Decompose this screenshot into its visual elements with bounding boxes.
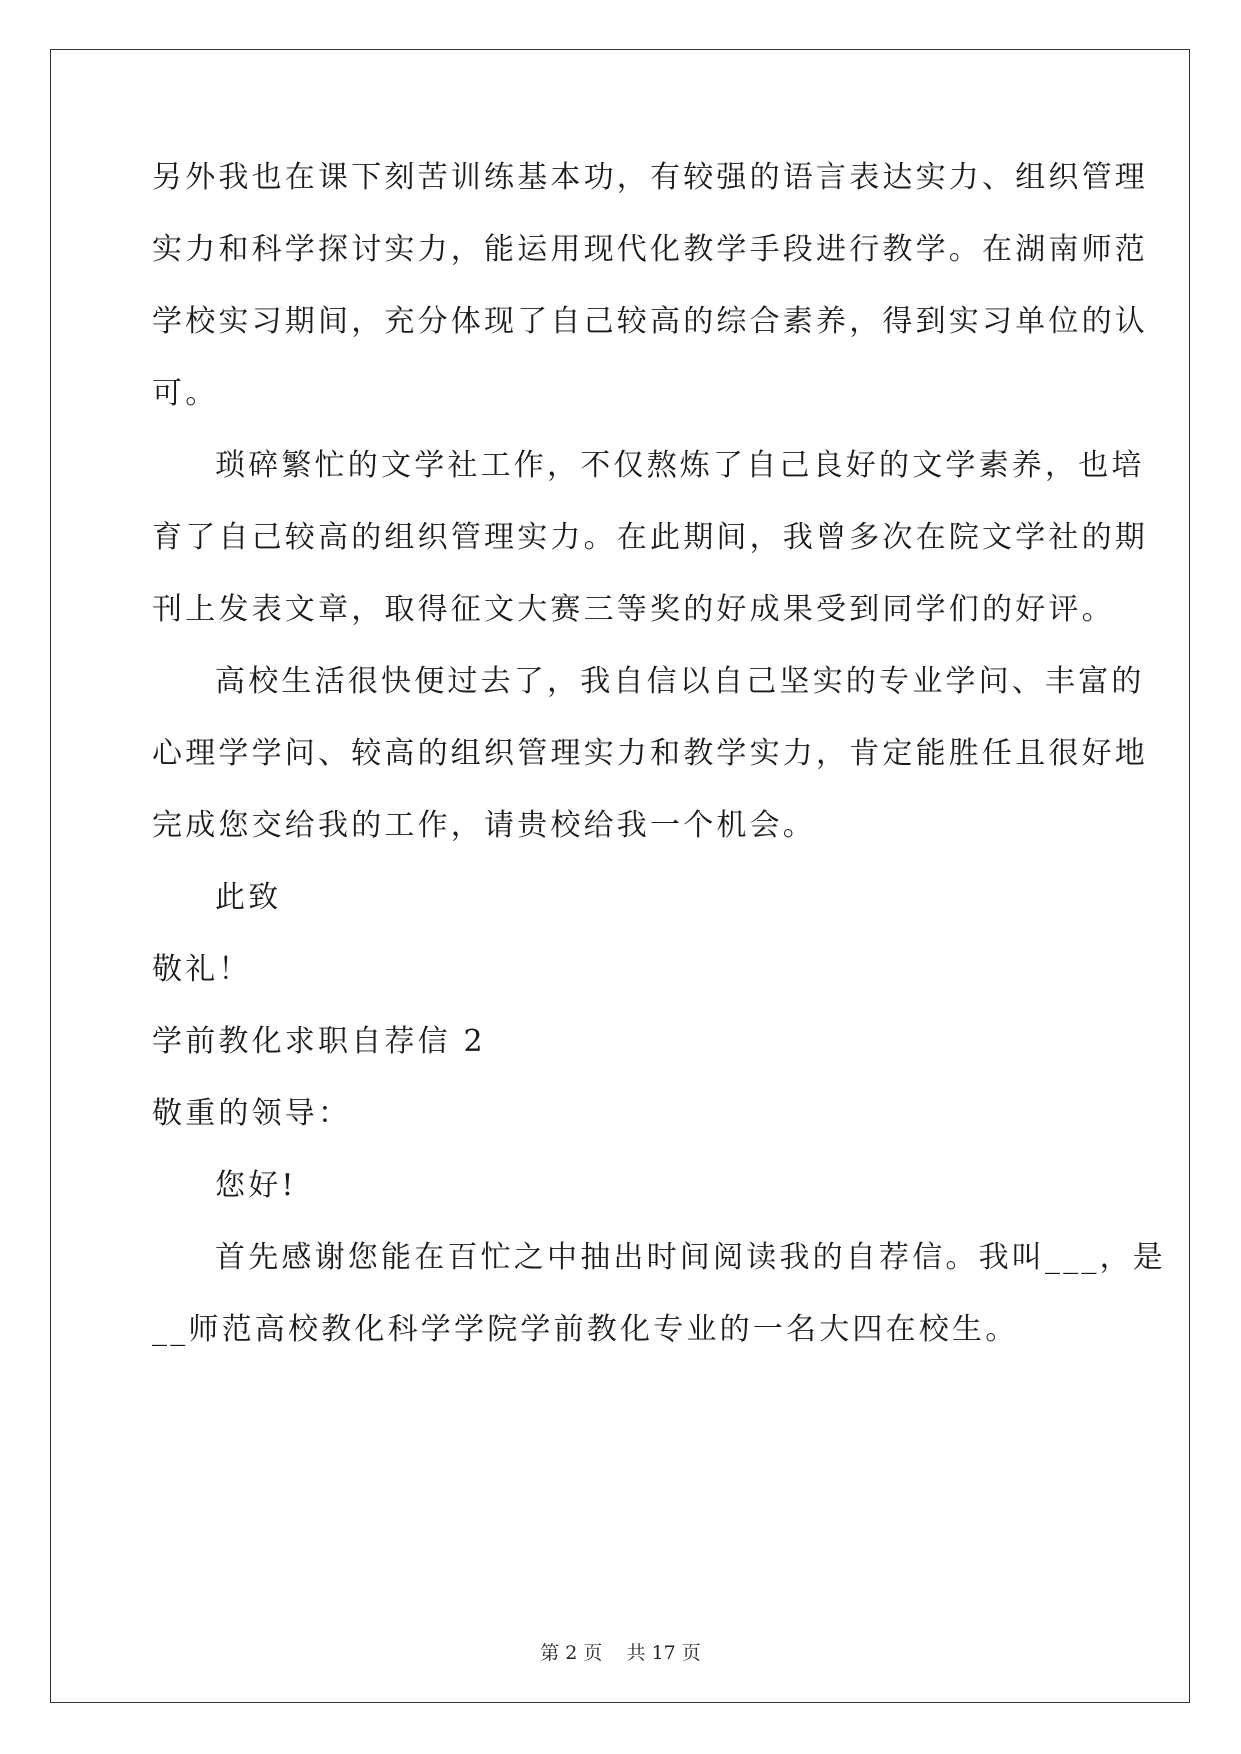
- paragraph-line: 学校实习期间，充分体现了自己较高的综合素养，得到实习单位的认: [152, 304, 1148, 339]
- paragraph-line: __师范高校教化科学学院学前教化专业的一名大四在校生。: [152, 1312, 1019, 1347]
- page-number: 第 2 页: [540, 1642, 603, 1664]
- paragraph-line: 实力和科学探讨实力，能运用现代化教学手段进行教学。在湖南师范: [152, 232, 1148, 267]
- paragraph-line: 可。: [152, 376, 219, 411]
- page-border: [50, 49, 1190, 1703]
- paragraph-line: 刊上发表文章，取得征文大赛三等奖的好成果受到同学们的好评。: [152, 592, 1115, 627]
- paragraph-line: 高校生活很快便过去了，我自信以自己坚实的专业学问、丰富的: [215, 664, 1145, 699]
- section-heading: 学前教化求职自荐信 2: [152, 1024, 486, 1059]
- paragraph-line: 首先感谢您能在百忙之中抽出时间阅读我的自荐信。我叫___，是: [215, 1240, 1166, 1275]
- paragraph-line: 育了自己较高的组织管理实力。在此期间，我曾多次在院文学社的期: [152, 520, 1148, 555]
- paragraph-line: 琐碎繁忙的文学社工作，不仅熬炼了自己良好的文学素养，也培: [215, 448, 1145, 483]
- salutation-line: 敬礼！: [152, 952, 252, 987]
- total-pages: 共 17 页: [626, 1642, 701, 1664]
- greeting-line: 您好!: [215, 1168, 297, 1203]
- paragraph-line: 心理学学问、较高的组织管理实力和教学实力，肯定能胜任且很好地: [152, 736, 1148, 771]
- paragraph-line: 另外我也在课下刻苦训练基本功，有较强的语言表达实力、组织管理: [152, 160, 1148, 195]
- greeting-line: 敬重的领导：: [152, 1096, 352, 1131]
- paragraph-line: 完成您交给我的工作，请贵校给我一个机会。: [152, 808, 816, 843]
- closing-line: 此致: [215, 880, 282, 915]
- page-footer: [0, 1638, 1241, 1665]
